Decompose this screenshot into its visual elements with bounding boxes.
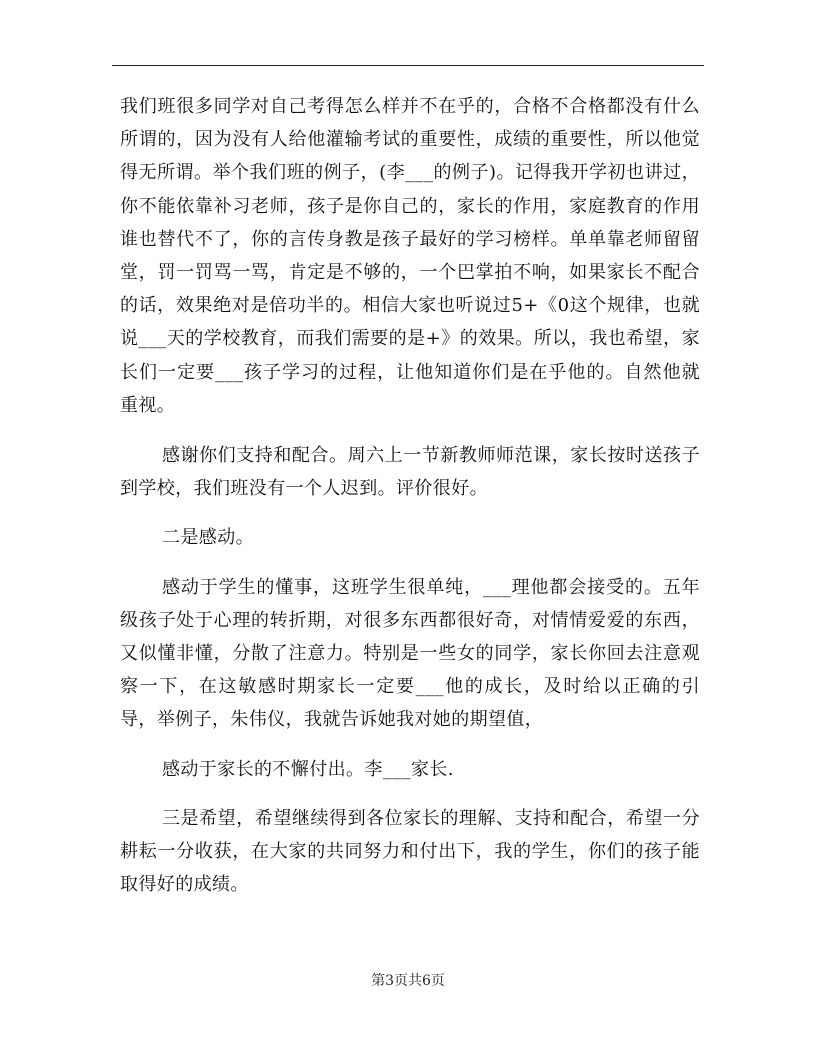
paragraph-4: 感动于学生的懂事，这班学生很单纯，___理他都会接受的。五年级孩子处于心理的转折期，对很多东西都很好奇，对情情爱爱的东西，又似懂非懂，分散了注意力。特别是一些女的同学，家长你回去注意观察一下，在这敏感时期家长一定要___他的成长，及时给以正确的引导，举例子，朱伟仪，我就告诉她我对她的期望值， [120, 576, 700, 731]
paragraph-1: 我们班很多同学对自己考得怎么样并不在乎的，合格不合格都没有什么所谓的，因为没有人给他灌输考试的重要性，成绩的重要性，所以他觉得无所谓。举个我们班的例子，(李___的例子)。记得我开学初也讲过，你不能依靠补习老师，孩子是你自己的，家长的作用，家庭教育的作用谁也替代不了，你的言传身教是孩子最好的学习榜样。单单靠老师留留堂，罚一罚骂一骂，肯定是不够的，一个巴掌拍不响，如果家长不配合的话，效果绝对是倍功半的。相信大家也听说过5+《0这个规律，也就说___天的学校教育，而我们需要的是+》的效果。所以，我也希望，家长们一定要___孩子学习的过程，让他知道你们是在乎他的。自然他就重视。 [120, 96, 700, 416]
paragraph-3: 二是感动。 [162, 527, 254, 549]
paragraph-2: 感谢你们支持和配合。周六上一节新教师师范课，家长按时送孩子到学校，我们班没有一个人迟到。评价很好。 [120, 445, 700, 500]
paragraph-6: 三是希望，希望继续得到各位家长的理解、支持和配合，希望一分耕耘一分收获，在大家的共同努力和付出下，我的学生，你们的孩子能取得好的成绩。 [120, 807, 700, 896]
document-body [120, 90, 700, 901]
paragraph-5: 感动于家长的不懈付出。李___家长. [162, 758, 454, 780]
page-number: 第3页共6页 [371, 973, 445, 989]
header-rule [112, 65, 704, 66]
